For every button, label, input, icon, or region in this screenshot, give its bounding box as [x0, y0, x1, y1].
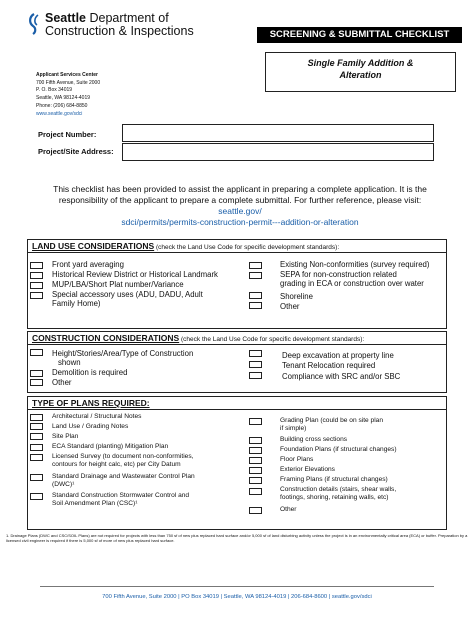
org-name-line2: Construction & Inspections	[45, 24, 194, 38]
address-line: P. O. Box 34019	[36, 87, 73, 94]
office-address	[36, 72, 100, 118]
plan-item: Standard Drainage and Wastewater Control Plan (DWC)¹	[52, 473, 195, 488]
land-use-header: LAND USE CONSIDERATIONS (check the Land Use Code for specific development standards):	[28, 240, 446, 253]
form-type-line1: Single Family Addition &	[307, 58, 414, 68]
intro-paragraph: This checklist has been provided to assist the applicant in preparing a complete application. It is the responsibility of the applicant to prepare a complete submittal. For further reference, please visit: seattle.gov/ sdci/permits/permits-construction-permit---addition-or-alteration	[53, 184, 427, 227]
construction-item: Height/Stories/Area/Type of Construction shown	[52, 349, 194, 367]
construction-item: Compliance with SRC and/or SBC	[282, 372, 401, 381]
project-number-field[interactable]	[122, 124, 434, 142]
checkbox-src-sbc-compliance[interactable]	[249, 372, 262, 379]
plan-item: ECA Standard (planting) Mitigation Plan	[52, 443, 169, 450]
land-use-item: MUP/LBA/Short Plat number/Variance	[52, 280, 184, 289]
checkbox-existing-non-conformities[interactable]	[249, 262, 262, 269]
land-use-item: Shoreline	[280, 292, 313, 301]
construction-item: Demolition is required	[52, 368, 128, 377]
project-address-label: Project/Site Address:	[38, 147, 114, 156]
plan-item: Framing Plans (if structural changes)	[280, 476, 388, 483]
checkbox-eca-mitigation-plan[interactable]	[30, 444, 43, 451]
plan-item: Floor Plans	[280, 456, 314, 463]
reference-link-part1[interactable]: seattle.gov/	[218, 206, 262, 216]
checkbox-sepa[interactable]	[249, 272, 262, 279]
form-title: SCREENING & SUBMITTAL CHECKLIST	[257, 27, 462, 43]
checkbox-csc-plan[interactable]	[30, 493, 43, 500]
checkbox-construction-details[interactable]	[249, 488, 262, 495]
plan-item: Other	[280, 506, 297, 513]
checkbox-front-yard-averaging[interactable]	[30, 262, 43, 269]
land-use-item: Special accessory uses (ADU, DADU, Adult Family Home)	[52, 290, 203, 308]
construction-item: Other	[52, 378, 72, 387]
plans-header: TYPE OF PLANS REQUIRED:	[28, 397, 446, 410]
address-line: Seattle, WA 98124-4019	[36, 95, 91, 102]
checkbox-foundation-plans[interactable]	[249, 447, 262, 454]
footer-contact: 700 Fifth Avenue, Suite 2000 | PO Box 34019 | Seattle, WA 98124-4019 | 206-684-8600 | seattle.gov/sdci	[102, 594, 372, 600]
plan-item: Standard Construction Stormwater Control and Soil Amendment Plan (CSC)¹	[52, 492, 190, 507]
construction-item: Tenant Relocation required	[282, 361, 376, 370]
checkbox-land-use-other[interactable]	[249, 302, 262, 309]
checkbox-architectural-notes[interactable]	[30, 414, 43, 421]
address-line: 700 Fifth Avenue, Suite 2000	[36, 79, 101, 86]
land-use-item: Front yard averaging	[52, 260, 124, 269]
plan-item: Site Plan	[52, 433, 79, 440]
checkbox-floor-plans[interactable]	[249, 457, 262, 464]
reference-link-part2[interactable]: sdci/permits/permits-construction-permit---addition-or-alteration	[121, 217, 359, 227]
checkbox-framing-plans[interactable]	[249, 477, 262, 484]
project-number-label: Project Number:	[38, 130, 97, 139]
form-type-box	[265, 52, 456, 92]
plan-item: Land Use / Grading Notes	[52, 423, 129, 430]
checkbox-dwc-plan[interactable]	[30, 474, 43, 481]
checkbox-historical-review[interactable]	[30, 272, 43, 279]
construction-header: CONSTRUCTION CONSIDERATIONS (check the Land Use Code for specific development standards):	[28, 332, 446, 345]
checkbox-deep-excavation[interactable]	[249, 350, 262, 357]
checkbox-tenant-relocation[interactable]	[249, 361, 262, 368]
checkbox-licensed-survey[interactable]	[30, 454, 43, 461]
plan-item: Licensed Survey (to document non-conformities, contours for height calc, etc) per City Datum	[52, 453, 194, 468]
checkbox-exterior-elevations[interactable]	[249, 467, 262, 474]
checkbox-shoreline[interactable]	[249, 292, 262, 299]
plan-item: Architectural / Structural Notes	[52, 413, 142, 420]
checkbox-grading-plan[interactable]	[249, 418, 262, 425]
land-use-item: Historical Review District or Historical Landmark	[52, 270, 218, 279]
land-use-item: Existing Non-conformities (survey required)	[280, 260, 430, 269]
checkbox-plans-other[interactable]	[249, 507, 262, 514]
checkbox-special-accessory-uses[interactable]	[30, 292, 43, 299]
construction-item: Deep excavation at property line	[282, 351, 394, 360]
plan-item: Building cross sections	[280, 436, 348, 443]
footer-divider	[40, 586, 434, 587]
plan-item: Foundation Plans (if structural changes)	[280, 446, 397, 453]
checkbox-construction-other[interactable]	[30, 379, 43, 386]
phone-line: Phone: (206) 684-8850	[36, 102, 88, 109]
form-type-line2: Alteration	[339, 70, 382, 80]
website-link[interactable]: www.seattle.gov/sdci	[36, 110, 83, 117]
org-name-line1: Seattle Department of	[45, 11, 169, 25]
seattle-logo-icon	[27, 13, 42, 35]
checkbox-height-stories-area[interactable]	[30, 349, 43, 356]
office-name: Applicant Services Center	[36, 72, 98, 78]
project-address-field[interactable]	[122, 143, 434, 161]
checkbox-mup-lba-short-plat[interactable]	[30, 282, 43, 289]
checkbox-building-cross-sections[interactable]	[249, 437, 262, 444]
land-use-item: Other	[280, 302, 300, 311]
plan-item: Grading Plan (could be on site plan if simple)	[280, 417, 384, 432]
footnote: 1. Drainage Plans (DWC and CSC/SOIL Plans) are not required for projects with less than 750 sf of new plus replaced hard surface and/or 5,000 sf of land disturbing activity unless the project is in an environmentally critical area (ECA) or buffer. Preparation by a licensed civil engineer is required if there is 5,000 sf of more of new plus replaced hard surface.	[6, 533, 468, 543]
checkbox-site-plan[interactable]	[30, 433, 43, 440]
checkbox-demolition[interactable]	[30, 370, 43, 377]
checkbox-land-use-grading-notes[interactable]	[30, 423, 43, 430]
plan-item: Construction details (stairs, shear walls, footings, shoring, retaining walls, etc)	[280, 486, 397, 501]
plan-item: Exterior Elevations	[280, 466, 335, 473]
land-use-item: SEPA for non-construction related grading in ECA or construction over water	[280, 270, 424, 288]
